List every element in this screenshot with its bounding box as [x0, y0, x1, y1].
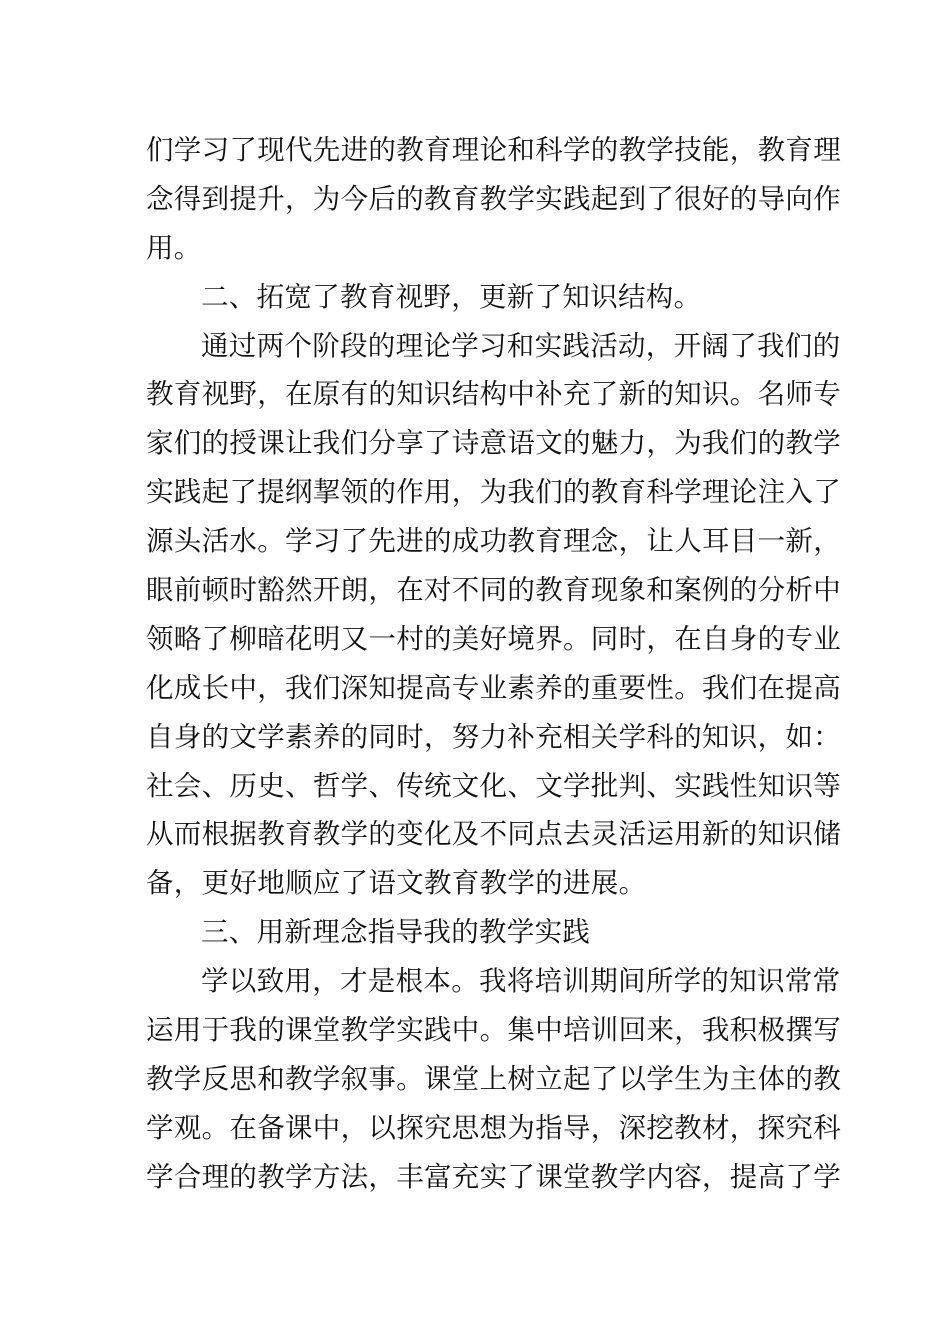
text-line: 备，更好地顺应了语文教育教学的进展。 [146, 867, 647, 900]
text-line: 教学反思和教学叙事。课堂上树立起了以学生为主体的教 [146, 1062, 841, 1095]
text-line: 自身的文学素养的同时，努力补充相关学科的知识，如： [146, 720, 841, 753]
text-line: 学以致用，才是根本。我将培训期间所学的知识常常 [201, 965, 841, 998]
text-line: 学合理的教学方法，丰富充实了课堂教学内容，提高了学 [146, 1160, 841, 1193]
section-heading: 三、用新理念指导我的教学实践 [201, 916, 591, 949]
text-line: 化成长中，我们深知提高专业素养的重要性。我们在提高 [146, 671, 841, 704]
text-line: 通过两个阶段的理论学习和实践活动，开阔了我们的 [201, 329, 841, 362]
text-line: 家们的授课让我们分享了诗意语文的魅力，为我们的教学 [146, 427, 841, 460]
text-line: 教育视野，在原有的知识结构中补充了新的知识。名师专 [146, 378, 841, 411]
text-line: 从而根据教育教学的变化及不同点去灵活运用新的知识储 [146, 818, 841, 851]
text-line: 们学习了现代先进的教育理论和科学的教学技能，教育理 [146, 134, 841, 166]
text-line: 念得到提升，为今后的教育教学实践起到了很好的导向作 [146, 182, 841, 215]
text-line: 实践起了提纲挈领的作用，为我们的教育科学理论注入了 [146, 476, 841, 509]
text-line: 学观。在备课中，以探究思想为指导，深挖教材，探究科 [146, 1111, 841, 1144]
text-line: 社会、历史、哲学、传统文化、文学批判、实践性知识等 [146, 769, 841, 802]
text-line: 源头活水。学习了先进的成功教育理念，让人耳目一新， [146, 525, 841, 558]
document-body [146, 126, 841, 1202]
text-line: 眼前顿时豁然开朗，在对不同的教育现象和案例的分析中 [146, 574, 841, 607]
text-line: 运用于我的课堂教学实践中。集中培训回来，我积极撰写 [146, 1014, 841, 1047]
text-line: 用。 [146, 231, 202, 264]
text-line: 领略了柳暗花明又一村的美好境界。同时，在自身的专业 [146, 622, 841, 655]
section-heading: 二、拓宽了教育视野，更新了知识结构。 [201, 280, 702, 313]
